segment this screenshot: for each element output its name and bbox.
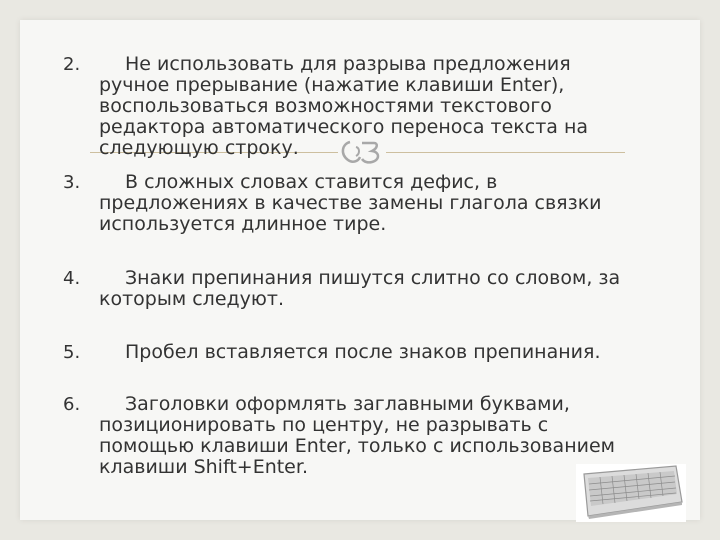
item-number: 5. xyxy=(63,342,81,363)
item-text: В сложных словах ставится дефис, в предложениях в качестве замены глагола связки используется длинное тире. xyxy=(99,171,602,235)
item-number: 2. xyxy=(63,54,81,75)
item-text: Не использовать для разрыва предложения ручное прерывание (нажатие клавиши Enter), воспользоваться возможностями текстового редактора автоматического переноса текста на следующую строку. xyxy=(99,53,589,159)
item-text: Пробел вставляется после знаков препинания. xyxy=(125,341,601,363)
keyboard-image xyxy=(576,464,686,522)
item-text: Знаки препинания пишутся слитно со словом, за которым следуют. xyxy=(99,267,621,310)
item-number: 6. xyxy=(63,394,81,415)
item-text: Заголовки оформлять заглавными буквами, позиционировать по центру, не разрывать с помощью клавиши Enter, только с использованием клавиши Shift+Enter. xyxy=(99,393,615,478)
item-number: 3. xyxy=(63,172,81,193)
item-number: 4. xyxy=(63,268,81,289)
